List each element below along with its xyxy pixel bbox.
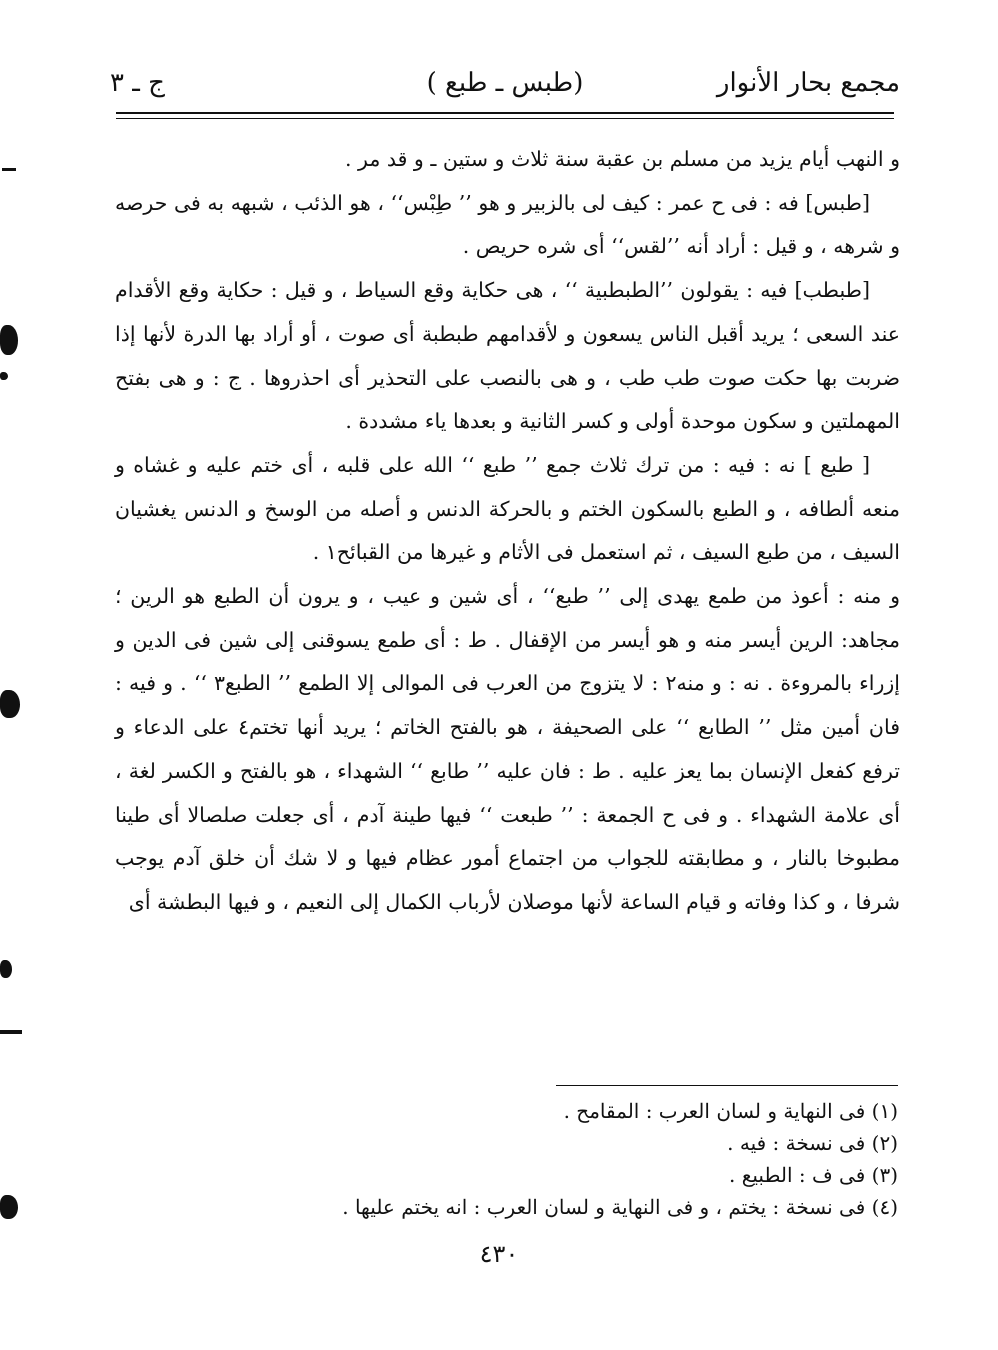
footnote-2: (٢) فى نسخة : فيه . [727,1131,898,1155]
scan-mark [0,1030,22,1034]
entry-range: (طبس ـ طبع ) [426,68,584,98]
footnote-3: (٣) فى ف : الطبيع . [729,1163,898,1187]
footnote-1: (١) فى النهاية و لسان العرب : المقامح . [563,1099,898,1123]
header-rule-thick [116,112,894,114]
scan-blotch [0,372,8,380]
page-number: ٤٣٠ [479,1240,519,1268]
scan-blotch [0,1195,18,1219]
main-text [115,138,900,925]
book-title: مجمع بحار الأنوار [716,68,900,98]
running-header [110,60,900,110]
paragraph: و النهب أيام يزيد من مسلم بن عقبة سنة ثلاث و ستين ـ و قد مر . [345,147,900,171]
volume-label: ج ـ ٣ [110,68,165,98]
entry-tbtb: [طبطب] فيه : يقولون ’’الطبطبية ‘‘ ، هى حكاية وقع السياط ، و قيل : حكاية وقع الأقدام عند السعى ؛ يريد أقبل الناس يسعون و لأقدامهم طبطبة أى صوت ، أو أراد بها الدرة لأنها إذا ضربت بها حكت صوت طب طب ، و هى بالنصب على التحذير أى احذروها . ج : و هى بفتح المهملتين و سكون موحدة أولى و كسر الثانية و بعدها ياء مشددة . [115,278,900,434]
scan-blotch [0,960,12,978]
scan-blotch [0,325,18,355]
footnote-rule [556,1085,898,1086]
entry-tb3: [ طبع ] نه : فيه : من ترك ثلاث جمع ’’ طبع ‘‘ الله على قلبه ، أى ختم عليه و غشاه و منعه ألطافه ، و الطبع بالسكون الختم و بالحركة الدنس و أصله من الوسخ و الدنس يغشيان السيف ، من طبع السيف ، ثم استعمل فى الأثام و غيرها من القبائح١ . [115,452,900,565]
scan-blotch [0,690,20,718]
footnotes [300,1095,898,1223]
footnote-4: (٤) فى نسخة : يختم ، و فى النهاية و لسان العرب : انه يختم عليها . [342,1195,898,1219]
entry-tbs: [طبس] فه : فى ح عمر : كيف لى بالزبير و هو ’’ طِبْس‘‘ ، هو الذئب ، شبهه به فى حرصه و شرهه ، و قيل : أراد أنه ’’لقس‘‘ أى شره حريص . [115,190,900,259]
scan-mark [2,168,16,171]
paragraph: و منه : أعوذ من طمع يهدى إلى ’’ طبع‘‘ ، أى شين و عيب ، و يرون أن الطبع هو الرين ؛ مجاهد: الرين أيسر منه و هو أيسر من الإقفال . ط : أى طمع يسوقنى إلى شين فى الدين و إزراء بالمروءة . نه : و منه٢ : لا يتزوج من العرب فى الموالى إلا الطمع ’’ الطبع٣ ‘‘ . و فيه : فان أمين مثل ’’ الطابع ‘‘ على الصحيفة ، هو بالفتح الخاتم ؛ يريد أنها تختم٤ على الدعاء و ترفع كفعل الإنسان بما يعز عليه . ط : فان عليه ’’ طابع ‘‘ الشهداء ، هو بالفتح و الكسر لغة ، أى علامة الشهداء . و فى ح الجمعة : ’’ طبعت ‘‘ فيها طينة آدم ، أى جعلت صلصالا أى طينا مطبوخا بالنار ، و مطابقته للجواب من اجتماع أمور عظام فيها و لا شك أن خلق آدم يوجب شرفا ، و كذا وفاته و قيام الساعة لأنها موصلان لأرباب الكمال إلى النعيم ، و فيها البطشة أى [115,584,900,914]
header-rule-thin [116,118,894,119]
